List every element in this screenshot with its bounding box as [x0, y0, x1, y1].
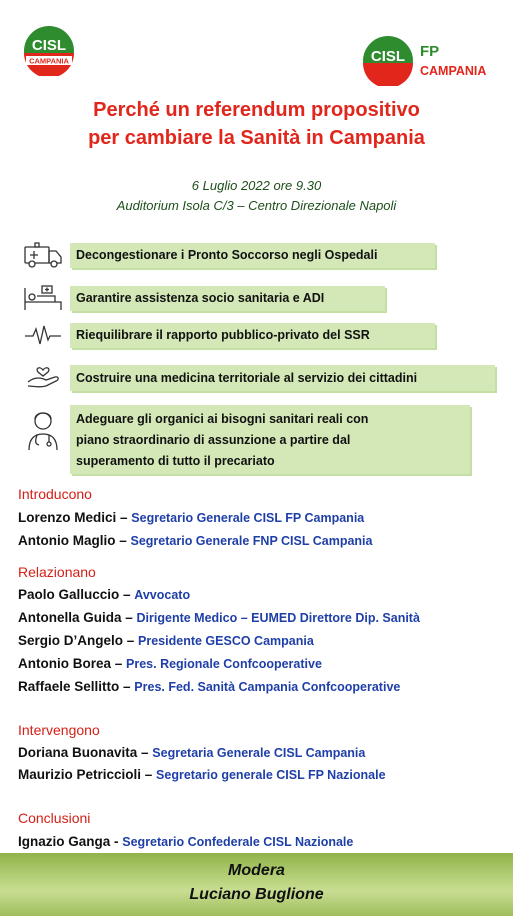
speaker-row	[18, 610, 420, 625]
cisl-fp-campania-logo	[363, 36, 498, 86]
speaker-separator: –	[121, 610, 137, 625]
speaker-row	[18, 533, 373, 548]
speaker-separator: -	[110, 834, 123, 849]
speaker-row	[18, 679, 400, 694]
bullet-text: superamento di tutto il precariato	[76, 454, 275, 468]
section-heading-relazionano: Relazionano	[18, 564, 96, 580]
bullet-text: Riequilibrare il rapporto pubblico-privato del SSR	[76, 328, 370, 342]
title-line-2: per cambiare la Sanità in Campania	[88, 127, 425, 149]
speaker-name: Antonio Borea	[18, 656, 111, 671]
speaker-role: Segretaria Generale CISL Campania	[152, 746, 366, 760]
speaker-row	[18, 587, 190, 602]
speaker-separator: –	[115, 533, 131, 548]
speaker-row	[18, 510, 364, 525]
svg-text:CAMPANIA: CAMPANIA	[29, 56, 69, 66]
speaker-row	[18, 767, 386, 782]
speaker-separator: –	[119, 587, 135, 602]
svg-text:CISL: CISL	[31, 37, 67, 54]
speaker-row	[18, 745, 365, 760]
speaker-separator: –	[116, 510, 132, 525]
speaker-separator: –	[119, 679, 135, 694]
cisl-campania-logo	[18, 26, 80, 76]
speaker-role: Segretario Confederale CISL Nazionale	[122, 835, 354, 849]
page-title	[0, 96, 513, 152]
bullet-text: Garantire assistenza socio sanitaria e ADI	[76, 291, 325, 305]
speaker-name: Antonella Guida	[18, 610, 122, 625]
speaker-name: Sergio D’Angelo	[18, 633, 124, 648]
speaker-name: Antonio Maglio	[18, 533, 116, 548]
doctor-icon	[22, 408, 64, 452]
speaker-role: Segretario Generale CISL FP Campania	[131, 511, 365, 525]
speaker-separator: –	[137, 745, 153, 760]
speaker-role: Avvocato	[134, 588, 191, 602]
speaker-row	[18, 656, 322, 671]
moderator-banner	[0, 853, 513, 916]
speaker-row	[18, 633, 314, 648]
moderator-name: Luciano Buglione	[189, 886, 324, 903]
speaker-name: Ignazio Ganga	[18, 834, 111, 849]
speaker-role: Segretario generale CISL FP Nazionale	[156, 768, 386, 782]
bullet-text: Adeguare gli organici ai bisogni sanitari reali con	[76, 412, 369, 426]
speaker-separator: –	[111, 656, 127, 671]
bullet-item	[70, 365, 495, 391]
bullet-item	[70, 286, 385, 311]
bullet-item	[70, 405, 470, 474]
bullet-text: Decongestionare i Pronto Soccorso negli Ospedali	[76, 248, 378, 262]
svg-text:CISL: CISL	[370, 48, 406, 65]
speaker-name: Paolo Galluccio	[18, 587, 120, 602]
speaker-row	[18, 834, 353, 849]
title-line-1: Perché un referendum propositivo	[93, 99, 420, 121]
section-heading-introducono: Introducono	[18, 486, 92, 502]
bullet-text: piano straordinario di assunzione a partire dal	[76, 433, 351, 447]
speaker-name: Doriana Buonavita	[18, 745, 138, 760]
svg-text:FP: FP	[420, 43, 440, 60]
speaker-role: Segretario Generale FNP CISL Campania	[130, 534, 373, 548]
event-info	[0, 176, 513, 216]
event-venue: Auditorium Isola C/3 – Centro Direzionale Napoli	[116, 198, 397, 213]
heartbeat-icon	[22, 321, 64, 351]
speaker-role: Pres. Regionale Confcooperative	[126, 657, 322, 671]
section-heading-conclusioni: Conclusioni	[18, 810, 91, 826]
speaker-role: Dirigente Medico – EUMED Direttore Dip. Sanità	[136, 611, 420, 625]
bullet-item	[70, 243, 435, 268]
speaker-name: Maurizio Petriccioli	[18, 767, 142, 782]
speaker-separator: –	[123, 633, 139, 648]
bullet-text: Costruire una medicina territoriale al servizio dei cittadini	[76, 371, 418, 385]
section-heading-intervengono: Intervengono	[18, 722, 100, 738]
bullet-item	[70, 323, 435, 348]
ambulance-icon	[22, 240, 64, 270]
speaker-name: Raffaele Sellitto	[18, 679, 120, 694]
speaker-separator: –	[141, 767, 157, 782]
speaker-role: Pres. Fed. Sanità Campania Confcooperative	[134, 680, 401, 694]
moderator-label: Modera	[228, 862, 285, 879]
svg-text:CAMPANIA: CAMPANIA	[420, 64, 487, 78]
speaker-name: Lorenzo Medici	[18, 510, 117, 525]
caring-hand-icon	[22, 360, 64, 390]
event-date: 6 Luglio 2022 ore 9.30	[191, 178, 322, 193]
speaker-role: Presidente GESCO Campania	[138, 634, 314, 648]
hospital-bed-icon	[22, 284, 64, 314]
